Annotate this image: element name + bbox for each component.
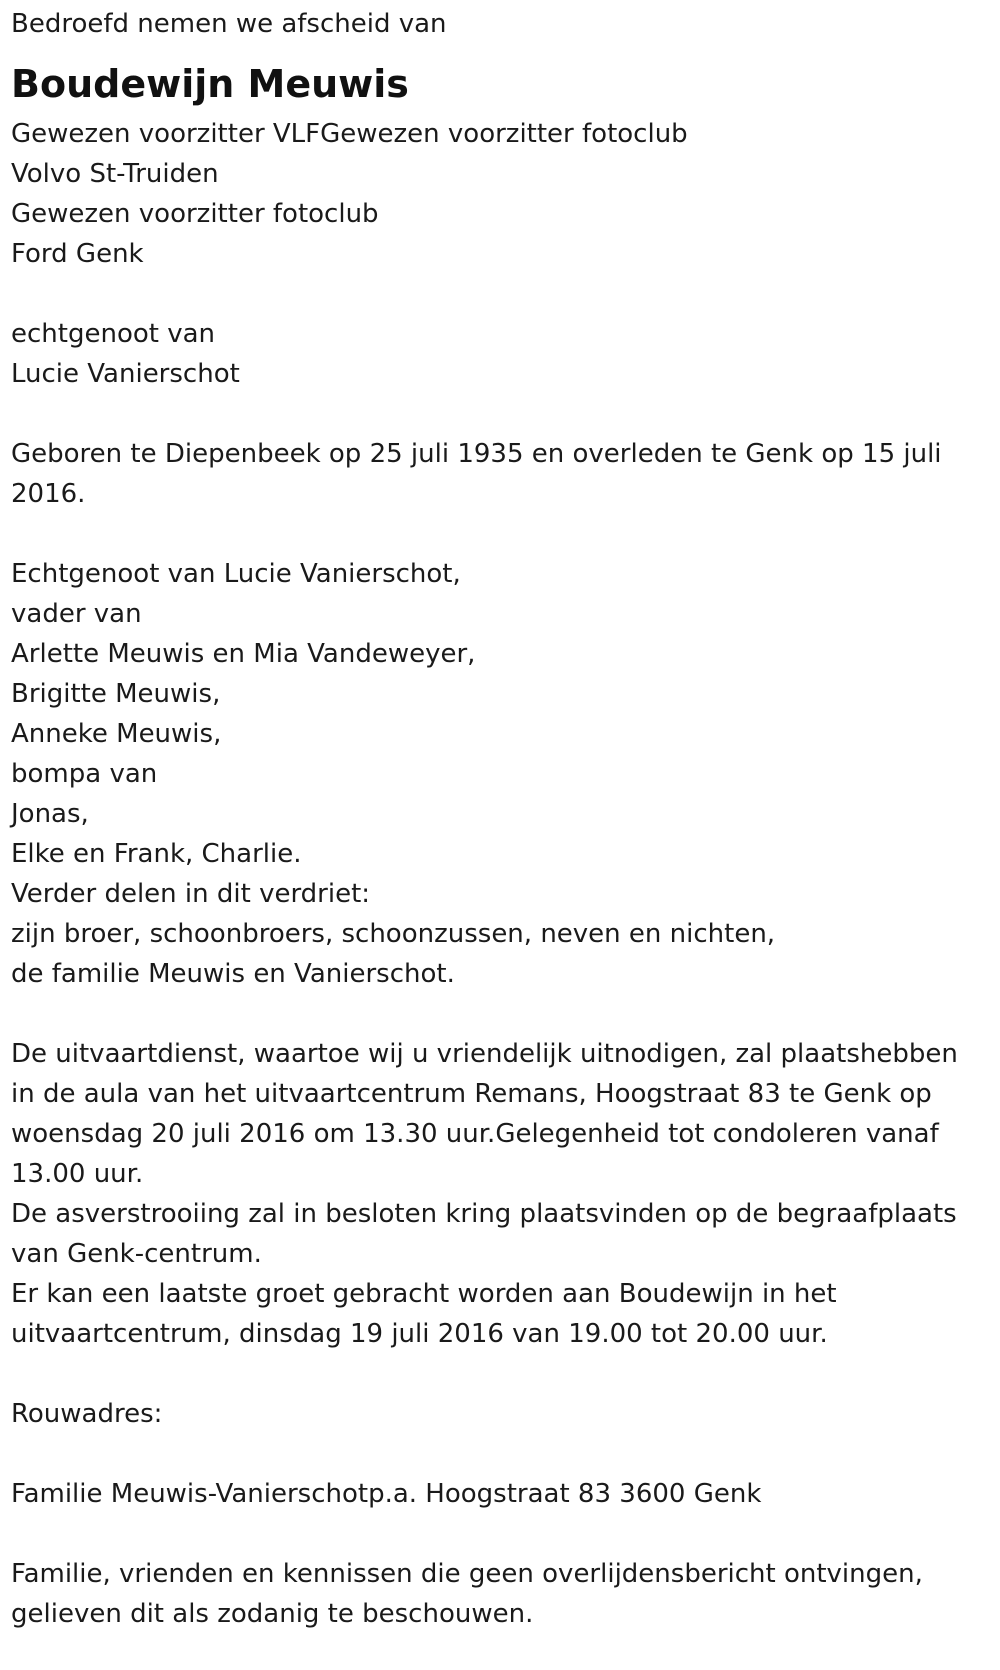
spouse-name: Lucie Vanierschot — [11, 359, 240, 389]
former-titles — [11, 114, 986, 274]
mourning-address: Familie Meuwis-Vanierschotp.a. Hoogstraat 83 3600 Genk — [11, 1479, 762, 1509]
spacer — [11, 994, 986, 1034]
spacer — [11, 1354, 986, 1394]
spacer — [11, 1434, 986, 1474]
closing-text: Familie, vrienden en kennissen die geen overlijdensbericht ontvingen, gelieven dit als zodanig te beschouwen. — [11, 1559, 923, 1629]
title-line: Volvo St-Truiden — [11, 159, 219, 189]
last-farewell-text: Er kan een laatste groet gebracht worden aan Boudewijn in het uitvaartcentrum, dinsdag 19 juli 2016 van 19.00 tot 20.00 uur. — [11, 1279, 837, 1349]
ash-scattering-text: De asverstrooiing zal in besloten kring plaatsvinden op de begraafplaats van Genk-centrum. — [11, 1199, 957, 1269]
spacer — [11, 274, 986, 314]
family-line: Elke en Frank, Charlie. — [11, 839, 302, 869]
family-line: Verder delen in dit verdriet: — [11, 879, 371, 909]
deceased-name: Boudewijn Meuwis — [11, 62, 409, 106]
family-line: Arlette Meuwis en Mia Vandeweyer, — [11, 639, 476, 669]
title-line: Ford Genk — [11, 239, 144, 269]
family-line: vader van — [11, 599, 142, 629]
birth-death-text: Geboren te Diepenbeek op 25 juli 1935 en overleden te Genk op 15 juli 2016. — [11, 439, 942, 509]
intro-text: Bedroefd nemen we afscheid van — [11, 9, 447, 39]
spacer — [11, 394, 986, 434]
spouse-block — [11, 314, 986, 394]
spouse-label: echtgenoot van — [11, 319, 216, 349]
mourning-address-label: Rouwadres: — [11, 1399, 163, 1429]
family-line: Jonas, — [11, 799, 89, 829]
family-line: zijn broer, schoonbroers, schoonzussen, neven en nichten, — [11, 919, 776, 949]
obituary-notice — [11, 4, 986, 1634]
family-line: de familie Meuwis en Vanierschot. — [11, 959, 455, 989]
family-line: bompa van — [11, 759, 158, 789]
funeral-service-text: De uitvaartdienst, waartoe wij u vriendelijk uitnodigen, zal plaatshebben in de aula van het uitvaartcentrum Remans, Hoogstraat 83 te Genk op woensdag 20 juli 2016 om 13.30 uur.Gelegenheid tot condoleren vanaf 13.00 uur. — [11, 1039, 958, 1189]
spacer — [11, 514, 986, 554]
family-line: Brigitte Meuwis, — [11, 679, 221, 709]
spacer — [11, 1514, 986, 1554]
ceremony-details — [11, 1034, 986, 1354]
family-line: Echtgenoot van Lucie Vanierschot, — [11, 559, 461, 589]
title-line: Gewezen voorzitter fotoclub — [11, 199, 379, 229]
family-list — [11, 554, 986, 994]
family-line: Anneke Meuwis, — [11, 719, 222, 749]
title-line: Gewezen voorzitter VLFGewezen voorzitter fotoclub — [11, 119, 688, 149]
